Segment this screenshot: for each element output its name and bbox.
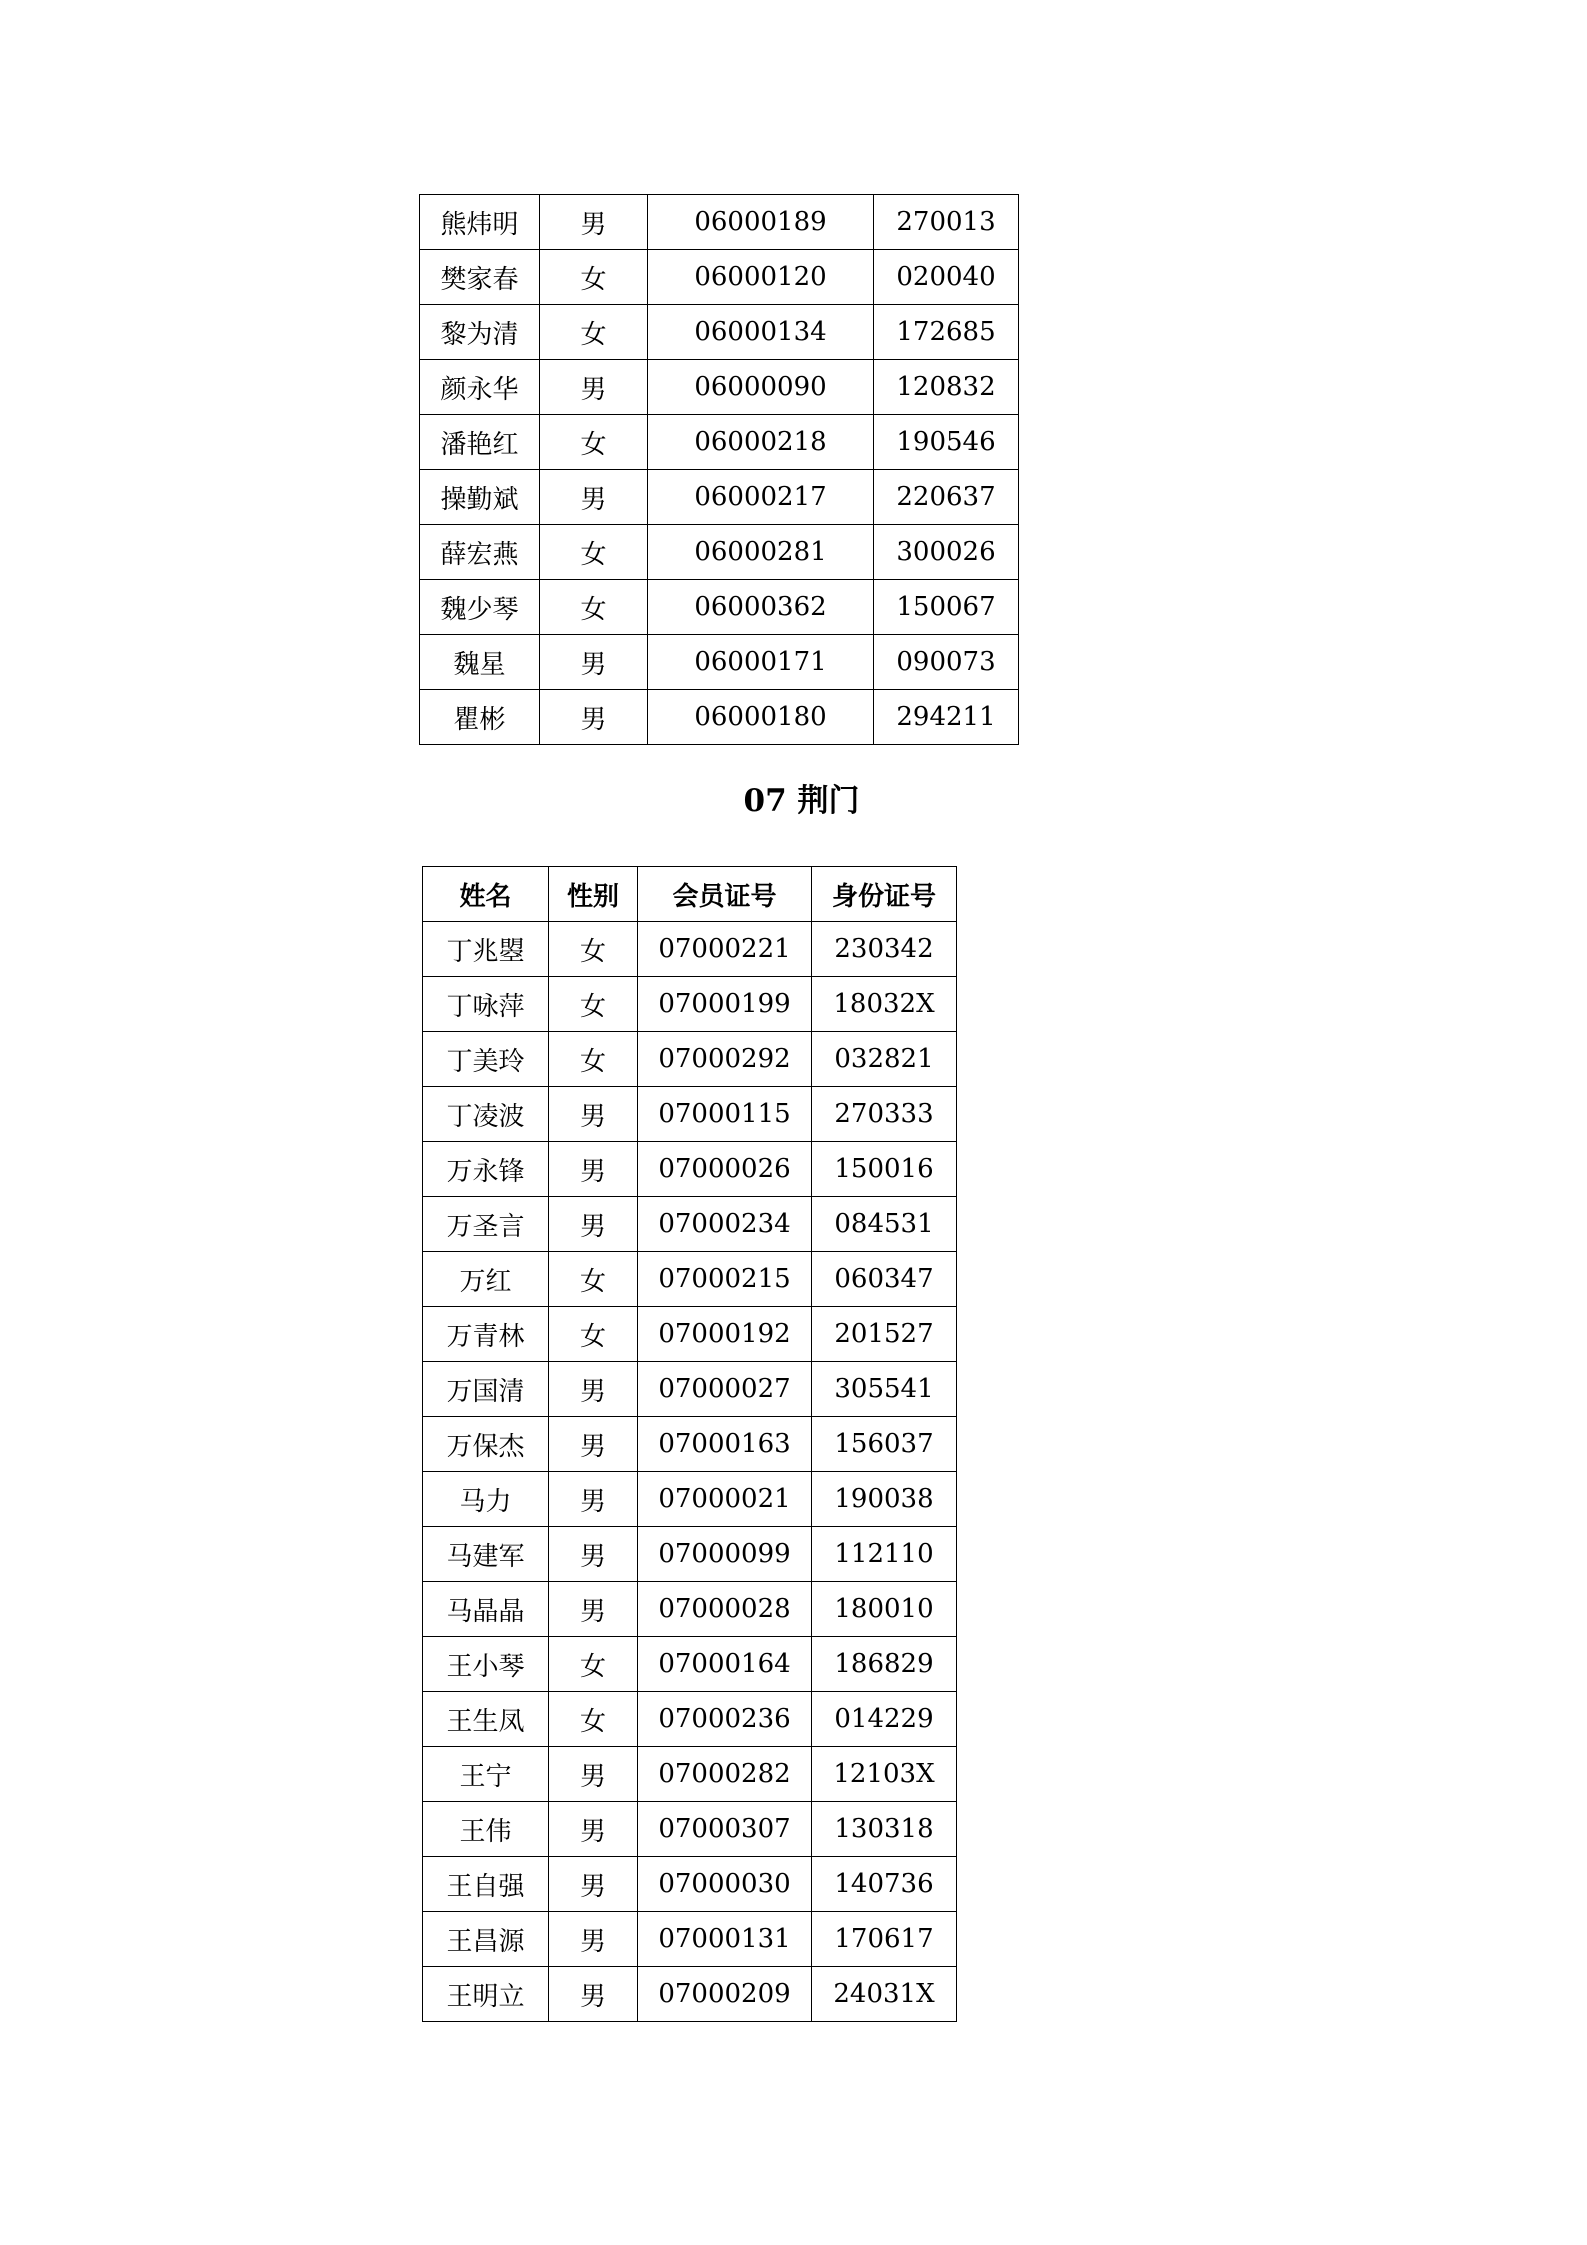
cell-name: 熊炜明 (420, 195, 540, 250)
cell-gender: 男 (549, 1417, 638, 1472)
cell-gender: 男 (540, 635, 648, 690)
cell-member-id: 06000090 (648, 360, 874, 415)
cell-id-card: 230342 (812, 922, 957, 977)
cell-member-id: 07000209 (638, 1967, 812, 2022)
cell-member-id: 07000307 (638, 1802, 812, 1857)
section-title: 07 荆门 (743, 783, 860, 819)
cell-gender: 女 (540, 525, 648, 580)
cell-gender: 男 (540, 195, 648, 250)
table-row (423, 1692, 957, 1747)
cell-gender: 女 (540, 250, 648, 305)
cell-name: 王生凤 (423, 1692, 549, 1747)
cell-name: 樊家春 (420, 250, 540, 305)
cell-gender: 女 (540, 580, 648, 635)
cell-name: 薛宏燕 (420, 525, 540, 580)
cell-member-id: 06000217 (648, 470, 874, 525)
cell-member-id: 07000131 (638, 1912, 812, 1967)
table-row (420, 360, 1019, 415)
cell-member-id: 07000282 (638, 1747, 812, 1802)
table-row (423, 1747, 957, 1802)
table-row (423, 1967, 957, 2022)
cell-member-id: 06000189 (648, 195, 874, 250)
cell-id-card: 130318 (812, 1802, 957, 1857)
cell-id-card: 120832 (874, 360, 1019, 415)
cell-id-card: 150016 (812, 1142, 957, 1197)
cell-id-card: 090073 (874, 635, 1019, 690)
cell-gender: 男 (540, 470, 648, 525)
cell-name: 丁咏萍 (423, 977, 549, 1032)
cell-gender: 男 (549, 1802, 638, 1857)
cell-name: 魏星 (420, 635, 540, 690)
cell-name: 万红 (423, 1252, 549, 1307)
member-table-continued-body (420, 195, 1019, 745)
cell-name: 王宁 (423, 1747, 549, 1802)
table-row (423, 1362, 957, 1417)
member-table-jingmen-body (423, 922, 957, 2022)
cell-name: 颜永华 (420, 360, 540, 415)
table-row (423, 1472, 957, 1527)
cell-member-id: 07000026 (638, 1142, 812, 1197)
cell-name: 丁凌波 (423, 1087, 549, 1142)
table-row (420, 195, 1019, 250)
table-row (420, 690, 1019, 745)
cell-name: 马晶晶 (423, 1582, 549, 1637)
header-id-card: 身份证号 (812, 867, 957, 922)
cell-gender: 男 (549, 1142, 638, 1197)
member-table-header (423, 867, 957, 922)
cell-id-card: 172685 (874, 305, 1019, 360)
cell-name: 马建军 (423, 1527, 549, 1582)
cell-member-id: 06000120 (648, 250, 874, 305)
table-row (423, 1912, 957, 1967)
table-row (420, 250, 1019, 305)
cell-member-id: 07000163 (638, 1417, 812, 1472)
cell-member-id: 07000192 (638, 1307, 812, 1362)
cell-name: 万永锋 (423, 1142, 549, 1197)
cell-name: 丁美玲 (423, 1032, 549, 1087)
table-row (423, 1252, 957, 1307)
cell-gender: 男 (549, 1362, 638, 1417)
cell-id-card: 294211 (874, 690, 1019, 745)
cell-member-id: 07000115 (638, 1087, 812, 1142)
cell-gender: 女 (549, 1032, 638, 1087)
cell-id-card: 305541 (812, 1362, 957, 1417)
cell-member-id: 07000027 (638, 1362, 812, 1417)
table-row (420, 470, 1019, 525)
table-row (423, 1032, 957, 1087)
member-table-jingmen (422, 866, 957, 2022)
cell-gender: 男 (549, 1087, 638, 1142)
cell-id-card: 220637 (874, 470, 1019, 525)
cell-gender: 男 (549, 1912, 638, 1967)
cell-id-card: 12103X (812, 1747, 957, 1802)
cell-member-id: 07000234 (638, 1197, 812, 1252)
table-row (420, 415, 1019, 470)
table-row (423, 1802, 957, 1857)
cell-gender: 男 (549, 1857, 638, 1912)
cell-member-id: 07000021 (638, 1472, 812, 1527)
cell-name: 万圣言 (423, 1197, 549, 1252)
table-row (423, 1197, 957, 1252)
cell-gender: 男 (549, 1582, 638, 1637)
cell-member-id: 06000362 (648, 580, 874, 635)
cell-gender: 男 (540, 360, 648, 415)
cell-id-card: 020040 (874, 250, 1019, 305)
cell-id-card: 170617 (812, 1912, 957, 1967)
cell-name: 万国清 (423, 1362, 549, 1417)
cell-name: 王小琴 (423, 1637, 549, 1692)
table-row (420, 635, 1019, 690)
table-row (423, 1857, 957, 1912)
cell-id-card: 18032X (812, 977, 957, 1032)
cell-name: 马力 (423, 1472, 549, 1527)
cell-gender: 女 (549, 922, 638, 977)
table-row (423, 1527, 957, 1582)
cell-member-id: 06000171 (648, 635, 874, 690)
cell-gender: 男 (540, 690, 648, 745)
cell-id-card: 190038 (812, 1472, 957, 1527)
cell-id-card: 24031X (812, 1967, 957, 2022)
cell-gender: 女 (549, 1307, 638, 1362)
table-row (423, 1142, 957, 1197)
cell-gender: 女 (549, 1692, 638, 1747)
cell-id-card: 150067 (874, 580, 1019, 635)
table-row (423, 1307, 957, 1362)
cell-id-card: 084531 (812, 1197, 957, 1252)
table-row (423, 922, 957, 977)
cell-id-card: 060347 (812, 1252, 957, 1307)
cell-gender: 男 (549, 1747, 638, 1802)
header-member-id: 会员证号 (638, 867, 812, 922)
cell-id-card: 300026 (874, 525, 1019, 580)
cell-name: 王明立 (423, 1967, 549, 2022)
cell-id-card: 270013 (874, 195, 1019, 250)
cell-gender: 男 (549, 1472, 638, 1527)
member-table-continued (419, 194, 1019, 745)
cell-name: 万保杰 (423, 1417, 549, 1472)
cell-member-id: 06000134 (648, 305, 874, 360)
cell-name: 王伟 (423, 1802, 549, 1857)
table-row (420, 525, 1019, 580)
cell-member-id: 07000030 (638, 1857, 812, 1912)
table-row (420, 580, 1019, 635)
cell-member-id: 07000028 (638, 1582, 812, 1637)
table-row (423, 1637, 957, 1692)
cell-name: 丁兆曌 (423, 922, 549, 977)
cell-member-id: 07000221 (638, 922, 812, 977)
cell-name: 魏少琴 (420, 580, 540, 635)
cell-member-id: 07000099 (638, 1527, 812, 1582)
cell-member-id: 06000218 (648, 415, 874, 470)
cell-gender: 女 (549, 1252, 638, 1307)
cell-name: 瞿彬 (420, 690, 540, 745)
cell-gender: 女 (549, 1637, 638, 1692)
cell-id-card: 186829 (812, 1637, 957, 1692)
cell-id-card: 180010 (812, 1582, 957, 1637)
cell-name: 王自强 (423, 1857, 549, 1912)
cell-name: 王昌源 (423, 1912, 549, 1967)
table-row (420, 305, 1019, 360)
cell-name: 黎为清 (420, 305, 540, 360)
cell-id-card: 156037 (812, 1417, 957, 1472)
cell-member-id: 07000164 (638, 1637, 812, 1692)
header-name: 姓名 (423, 867, 549, 922)
cell-member-id: 07000292 (638, 1032, 812, 1087)
cell-gender: 男 (549, 1527, 638, 1582)
cell-name: 万青林 (423, 1307, 549, 1362)
table-row (423, 1417, 957, 1472)
cell-member-id: 07000215 (638, 1252, 812, 1307)
cell-gender: 女 (549, 977, 638, 1032)
cell-member-id: 07000199 (638, 977, 812, 1032)
cell-name: 操勤斌 (420, 470, 540, 525)
cell-gender: 女 (540, 415, 648, 470)
cell-gender: 女 (540, 305, 648, 360)
cell-id-card: 201527 (812, 1307, 957, 1362)
cell-id-card: 140736 (812, 1857, 957, 1912)
cell-id-card: 190546 (874, 415, 1019, 470)
cell-name: 潘艳红 (420, 415, 540, 470)
table-row (423, 1087, 957, 1142)
table-row (423, 977, 957, 1032)
header-gender: 性别 (549, 867, 638, 922)
cell-id-card: 032821 (812, 1032, 957, 1087)
cell-member-id: 06000281 (648, 525, 874, 580)
cell-gender: 男 (549, 1967, 638, 2022)
cell-member-id: 06000180 (648, 690, 874, 745)
cell-id-card: 014229 (812, 1692, 957, 1747)
cell-gender: 男 (549, 1197, 638, 1252)
table-row (423, 1582, 957, 1637)
cell-member-id: 07000236 (638, 1692, 812, 1747)
header-row (423, 867, 957, 922)
cell-id-card: 270333 (812, 1087, 957, 1142)
cell-id-card: 112110 (812, 1527, 957, 1582)
